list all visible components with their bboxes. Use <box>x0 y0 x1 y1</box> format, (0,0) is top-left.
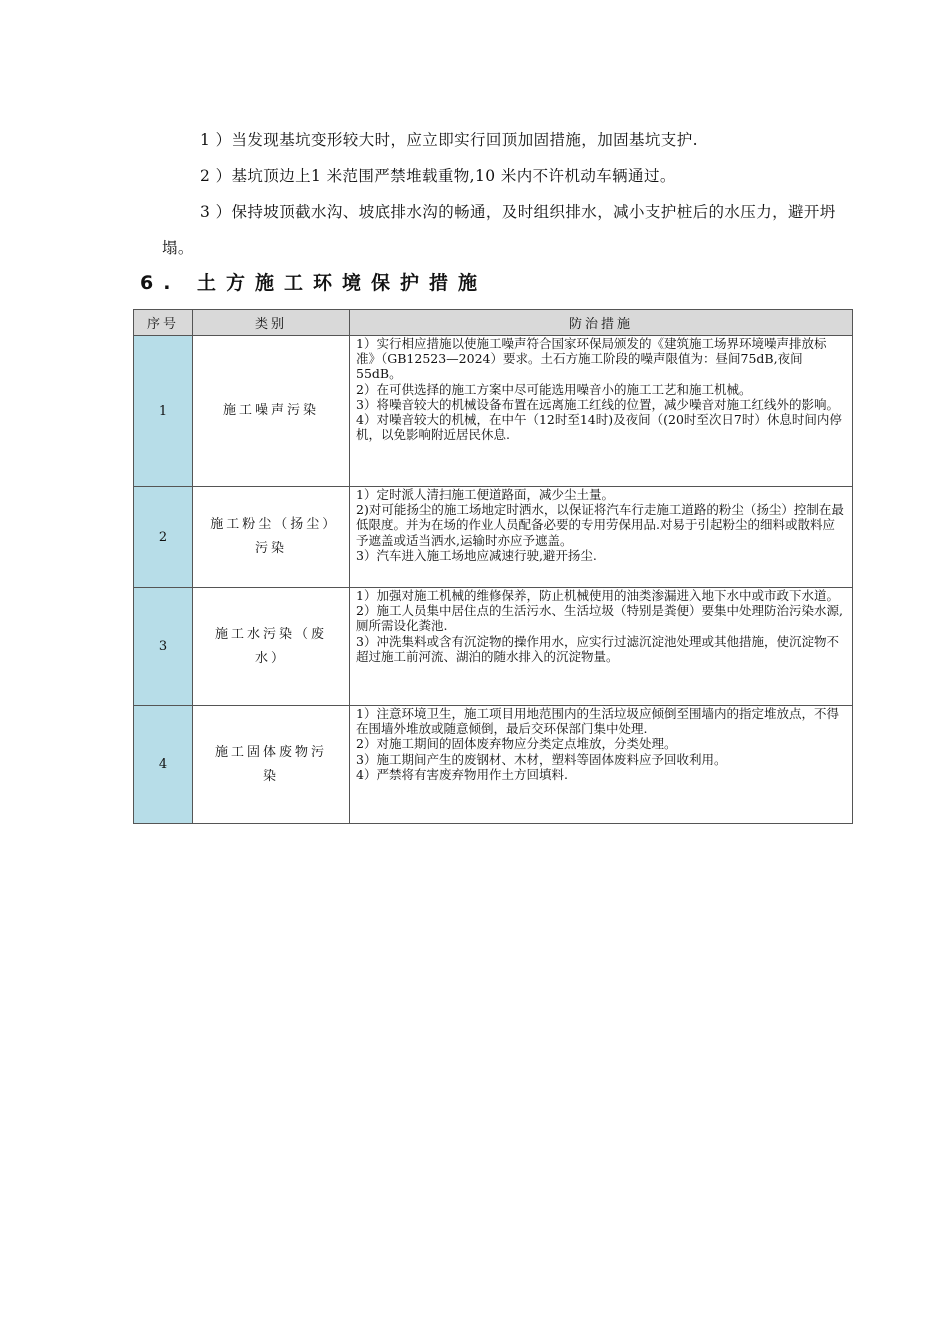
row-number: 2 <box>134 487 193 588</box>
row-category: 施工噪声污染 <box>193 336 350 487</box>
measure-item: 3）汽车进入施工场地应减速行驶,避开扬尘. <box>356 547 597 563</box>
row-number: 3 <box>134 588 193 706</box>
measure-item: 1）注意环境卫生，施工项目用地范围内的生活垃圾应倾倒至围墙内的指定堆放点，不得在围墙外堆放或随意倾倒，最后交环保部门集中处理. <box>356 706 839 737</box>
header-category: 类别 <box>193 310 350 336</box>
table-row <box>134 487 853 588</box>
row-category: 施工固体废物污染 <box>193 706 350 824</box>
measure-item: 4）对噪音较大的机械，在中午（12时至14时)及夜间（(20时至次日7时）休息时间内停机，以免影响附近居民休息. <box>356 412 842 443</box>
table-header-row <box>134 310 853 336</box>
measure-item: 3）将噪音较大的机械设备布置在远离施工红线的位置，减少噪音对施工红线外的影响。 <box>356 396 839 412</box>
environment-protection-table <box>133 309 853 824</box>
row-measures <box>350 588 853 706</box>
section-title: 6. 土方施工环境保护措施 <box>140 272 488 294</box>
measure-item: 2）施工人员集中居住点的生活污水、生活垃圾（特别是粪便）要集中处理防治污染水源,厕所需设化粪池. <box>356 603 843 634</box>
header-measures: 防治措施 <box>350 310 853 336</box>
measure-item: 2）在可供选择的施工方案中尽可能选用噪音小的施工工艺和施工机械。 <box>356 381 752 397</box>
measure-item: 3）冲洗集料或含有沉淀物的操作用水，应实行过滤沉淀池处理或其他措施，使沉淀物不超过施工前河流、湖泊的随水排入的沉淀物量。 <box>356 633 839 664</box>
row-measures <box>350 706 853 824</box>
paragraph-1: 1 ）当发现基坑变形较大时，应立即实行回顶加固措施，加固基坑支护. <box>200 131 698 149</box>
measure-item: 2)对可能扬尘的施工场地定时洒水，以保证将汽车行走施工道路的粉尘（扬尘）控制在最低限度。并为在场的作业人员配备必要的专用劳保用品.对易于引起粉尘的细料或散料应予遮盖或适当洒水,运输时亦应予遮盖。 <box>356 502 844 548</box>
header-no: 序号 <box>134 310 193 336</box>
measure-item: 2）对施工期间的固体废弃物应分类定点堆放，分类处理。 <box>356 736 677 752</box>
row-measures <box>350 487 853 588</box>
measure-item: 3）施工期间产生的废钢材、木材，塑料等固体废料应予回收利用。 <box>356 751 727 767</box>
table-row <box>134 336 853 487</box>
row-number: 1 <box>134 336 193 487</box>
paragraph-2: 2 ）基坑顶边上1 米范围严禁堆载重物,10 米内不许机动车辆通过。 <box>200 167 676 185</box>
row-category: 施工粉尘（扬尘）污染 <box>193 487 350 588</box>
measure-item: 1）定时派人清扫施工便道路面，减少尘土量。 <box>356 487 614 502</box>
row-category: 施工水污染（废水） <box>193 588 350 706</box>
table-row <box>134 588 853 706</box>
measure-item: 4）严禁将有害废弃物用作土方回填料. <box>356 766 568 782</box>
measure-item: 1）加强对施工机械的维修保养，防止机械使用的油类渗漏进入地下水中或市政下水道。 <box>356 588 839 603</box>
table-row <box>134 706 853 824</box>
paragraph-3: 3 ）保持坡顶截水沟、坡底排水沟的畅通，及时组织排水，减小支护桩后的水压力，避开坍塌。 <box>162 203 836 257</box>
measure-item: 1）实行相应措施以使施工噪声符合国家环保局颁发的《建筑施工场界环境噪声排放标准》（GB12523—2024）要求。土石方施工阶段的噪声限值为：昼间75dB,夜间55dB。 <box>356 336 827 382</box>
row-number: 4 <box>134 706 193 824</box>
row-measures <box>350 336 853 487</box>
